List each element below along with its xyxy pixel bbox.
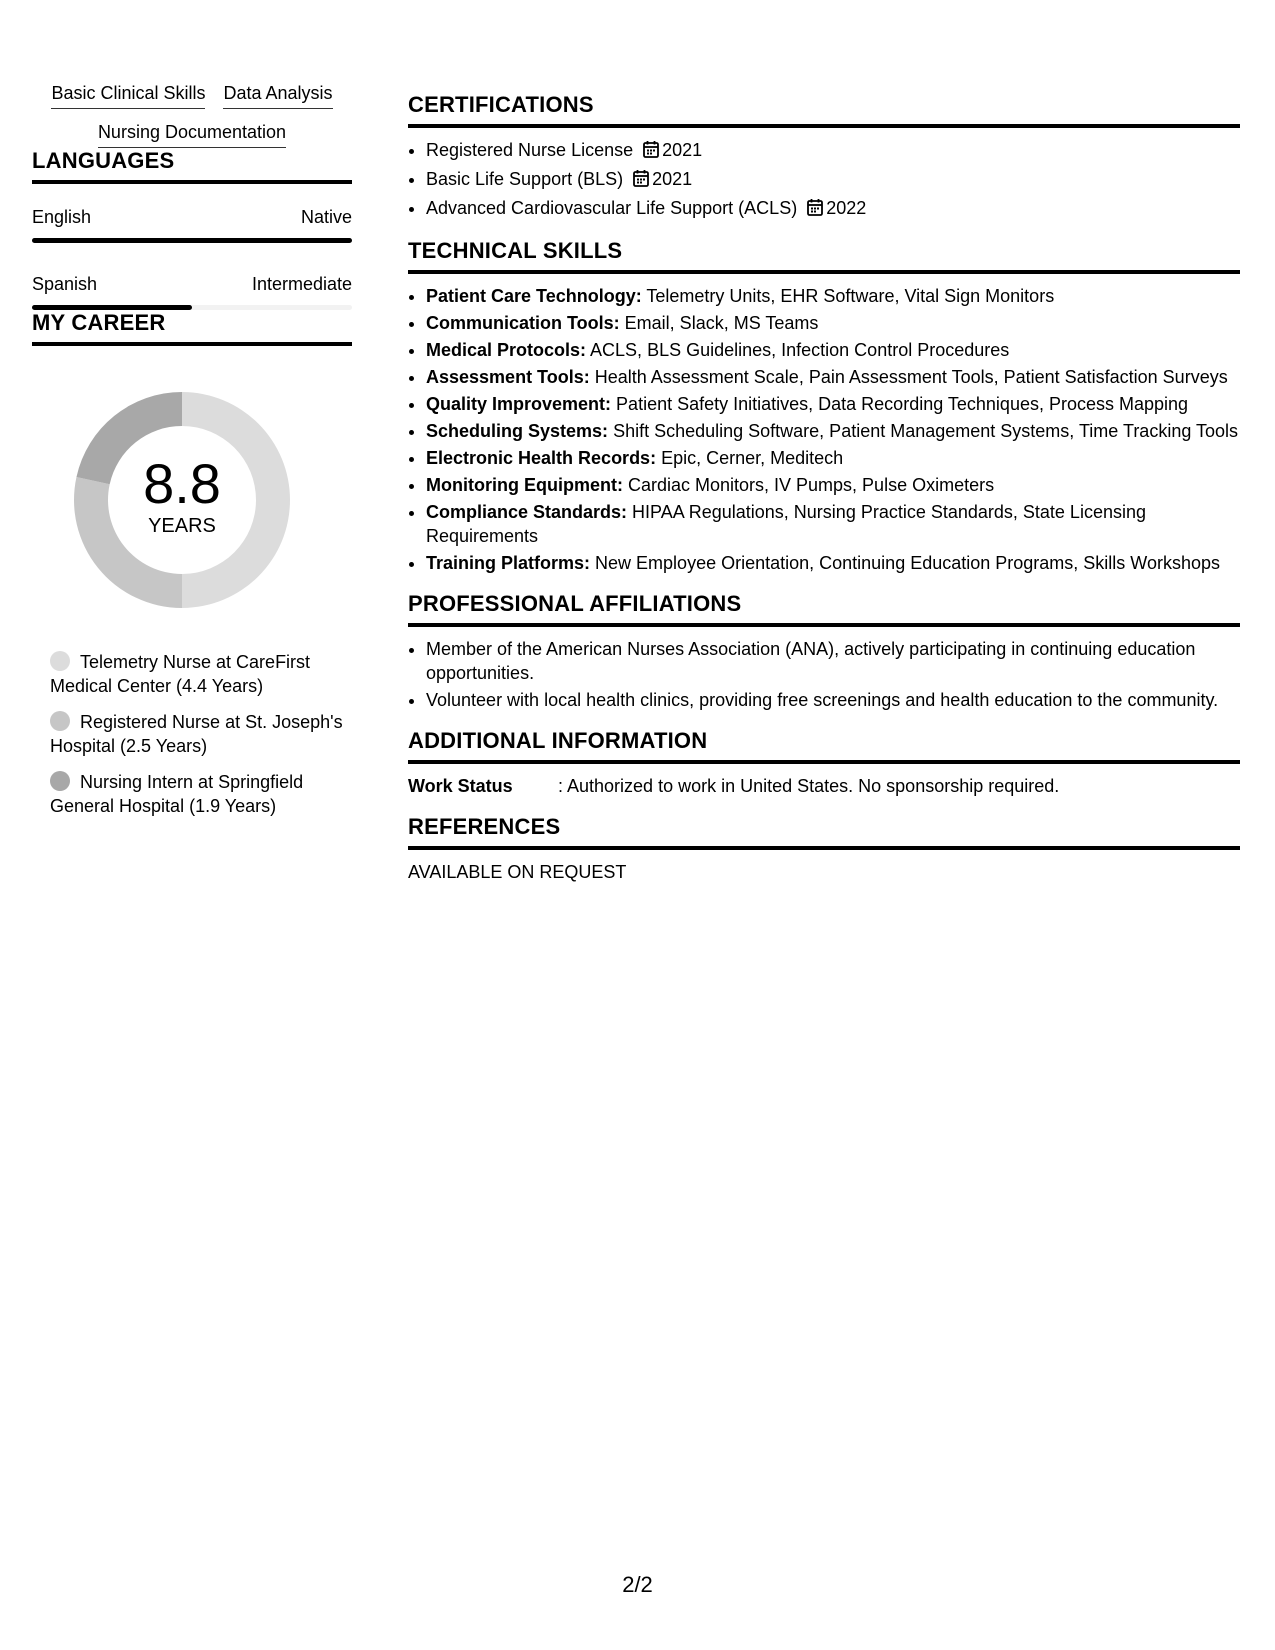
technical-skill-item — [426, 473, 1240, 497]
language-item — [32, 273, 352, 310]
affiliation-item: • Volunteer with local health clinics, providing free screenings and health education to the community. — [426, 688, 1240, 712]
certification-item — [426, 196, 1240, 222]
certification-year: 2021 — [662, 140, 703, 160]
certification-year: 2022 — [826, 198, 867, 218]
career-legend-label: Telemetry Nurse at CareFirst Medical Center (4.4 Years) — [50, 652, 311, 696]
skill-category: Communication Tools: — [426, 313, 620, 333]
language-proficiency-bar — [32, 238, 352, 243]
technical-skill-item — [426, 311, 1240, 335]
language-level: Intermediate — [251, 274, 352, 294]
technical-skill-item — [426, 551, 1240, 575]
language-item — [32, 206, 352, 243]
skill-category: Patient Care Technology: — [426, 286, 642, 306]
certification-name: Advanced Cardiovascular Life Support (ACLS) — [426, 198, 798, 218]
skill-category: Monitoring Equipment: — [426, 475, 623, 495]
career-heading: MY CAREER — [32, 310, 352, 346]
technical-skill-item — [426, 338, 1240, 362]
skill-category: Electronic Health Records: — [426, 448, 657, 468]
certification-item — [426, 167, 1240, 193]
skill-category: Medical Protocols: — [426, 340, 587, 360]
skill-tag: Basic Clinical Skills — [51, 80, 205, 109]
career-legend-label: Nursing Intern at Springfield General Hospital (1.9 Years) — [50, 772, 304, 816]
technical-skills-section — [408, 238, 1240, 575]
skill-tag: Nursing Documentation — [98, 119, 286, 148]
skill-tags — [32, 80, 352, 148]
technical-skill-item — [426, 365, 1240, 389]
certifications-section — [408, 92, 1240, 222]
skill-category: Training Platforms: — [426, 553, 591, 573]
additional-info-section — [408, 728, 1240, 798]
skill-category: Scheduling Systems: — [426, 421, 609, 441]
certification-name: Registered Nurse License — [426, 140, 634, 160]
skill-details: Patient Safety Initiatives, Data Recording Techniques, Process Mapping — [611, 394, 1189, 414]
calendar-icon — [807, 198, 823, 222]
references-section — [408, 814, 1240, 884]
technical-skill-item — [426, 392, 1240, 416]
page-number: 2/2 — [622, 1572, 653, 1597]
skill-details: HIPAA Regulations, Nursing Practice Standards, State Licensing Requirements — [426, 502, 1146, 546]
language-proficiency-fill — [32, 238, 352, 243]
skill-details: ACLS, BLS Guidelines, Infection Control Procedures — [586, 340, 1010, 360]
main-content — [408, 92, 1240, 884]
legend-dot — [50, 651, 70, 671]
skill-details: Shift Scheduling Software, Patient Management Systems, Time Tracking Tools — [608, 421, 1239, 441]
skill-details: Email, Slack, MS Teams — [619, 313, 819, 333]
sidebar — [32, 80, 352, 830]
career-donut-chart — [66, 384, 298, 616]
technical-skill-item — [426, 500, 1240, 548]
career-legend-item — [50, 650, 352, 698]
certification-year: 2021 — [652, 169, 693, 189]
additional-info-heading: ADDITIONAL INFORMATION — [408, 728, 1240, 764]
skill-details: New Employee Orientation, Continuing Education Programs, Skills Workshops — [590, 553, 1220, 573]
certification-item — [426, 138, 1240, 164]
career-legend-item — [50, 710, 352, 758]
skill-details: Epic, Cerner, Meditech — [656, 448, 844, 468]
career-legend — [50, 650, 352, 818]
references-text: AVAILABLE ON REQUEST — [408, 862, 627, 882]
language-name: Spanish — [32, 274, 98, 294]
certifications-heading: CERTIFICATIONS — [408, 92, 1240, 128]
affiliations-section — [408, 591, 1240, 712]
career-total-years: 8.8 — [143, 452, 221, 515]
affiliation-item: • Member of the American Nurses Association (ANA), actively participating in continuing education opportunities. — [426, 637, 1240, 685]
calendar-icon — [633, 169, 649, 193]
skill-category: Compliance Standards: — [426, 502, 628, 522]
technical-skill-item — [426, 419, 1240, 443]
calendar-icon — [643, 140, 659, 164]
technical-skill-item — [426, 446, 1240, 470]
affiliations-heading: PROFESSIONAL AFFILIATIONS — [408, 591, 1240, 627]
legend-dot — [50, 711, 70, 731]
language-proficiency-fill — [32, 305, 192, 310]
language-level: Native — [300, 207, 352, 227]
skill-details: Health Assessment Scale, Pain Assessment Tools, Patient Satisfaction Surveys — [589, 367, 1228, 387]
references-heading: REFERENCES — [408, 814, 1240, 850]
technical-skills-heading: TECHNICAL SKILLS — [408, 238, 1240, 274]
skill-details: Cardiac Monitors, IV Pumps, Pulse Oximeters — [622, 475, 995, 495]
technical-skill-item — [426, 284, 1240, 308]
career-legend-item — [50, 770, 352, 818]
legend-dot — [50, 771, 70, 791]
work-status-row — [408, 774, 1240, 798]
language-name: English — [32, 207, 92, 227]
skill-category: Quality Improvement: — [426, 394, 612, 414]
certification-name: Basic Life Support (BLS) — [426, 169, 624, 189]
skill-details: Telemetry Units, EHR Software, Vital Sign Monitors — [641, 286, 1055, 306]
work-status-label: Work Status — [408, 776, 513, 796]
language-proficiency-bar — [32, 305, 352, 310]
work-status-value: : Authorized to work in United States. No sponsorship required. — [558, 776, 1060, 796]
languages-heading: LANGUAGES — [32, 148, 352, 184]
skill-tag: Data Analysis — [223, 80, 332, 109]
career-years-unit: YEARS — [148, 515, 216, 537]
skill-category: Assessment Tools: — [426, 367, 590, 387]
career-legend-label: Registered Nurse at St. Joseph's Hospital (2.5 Years) — [50, 712, 343, 756]
